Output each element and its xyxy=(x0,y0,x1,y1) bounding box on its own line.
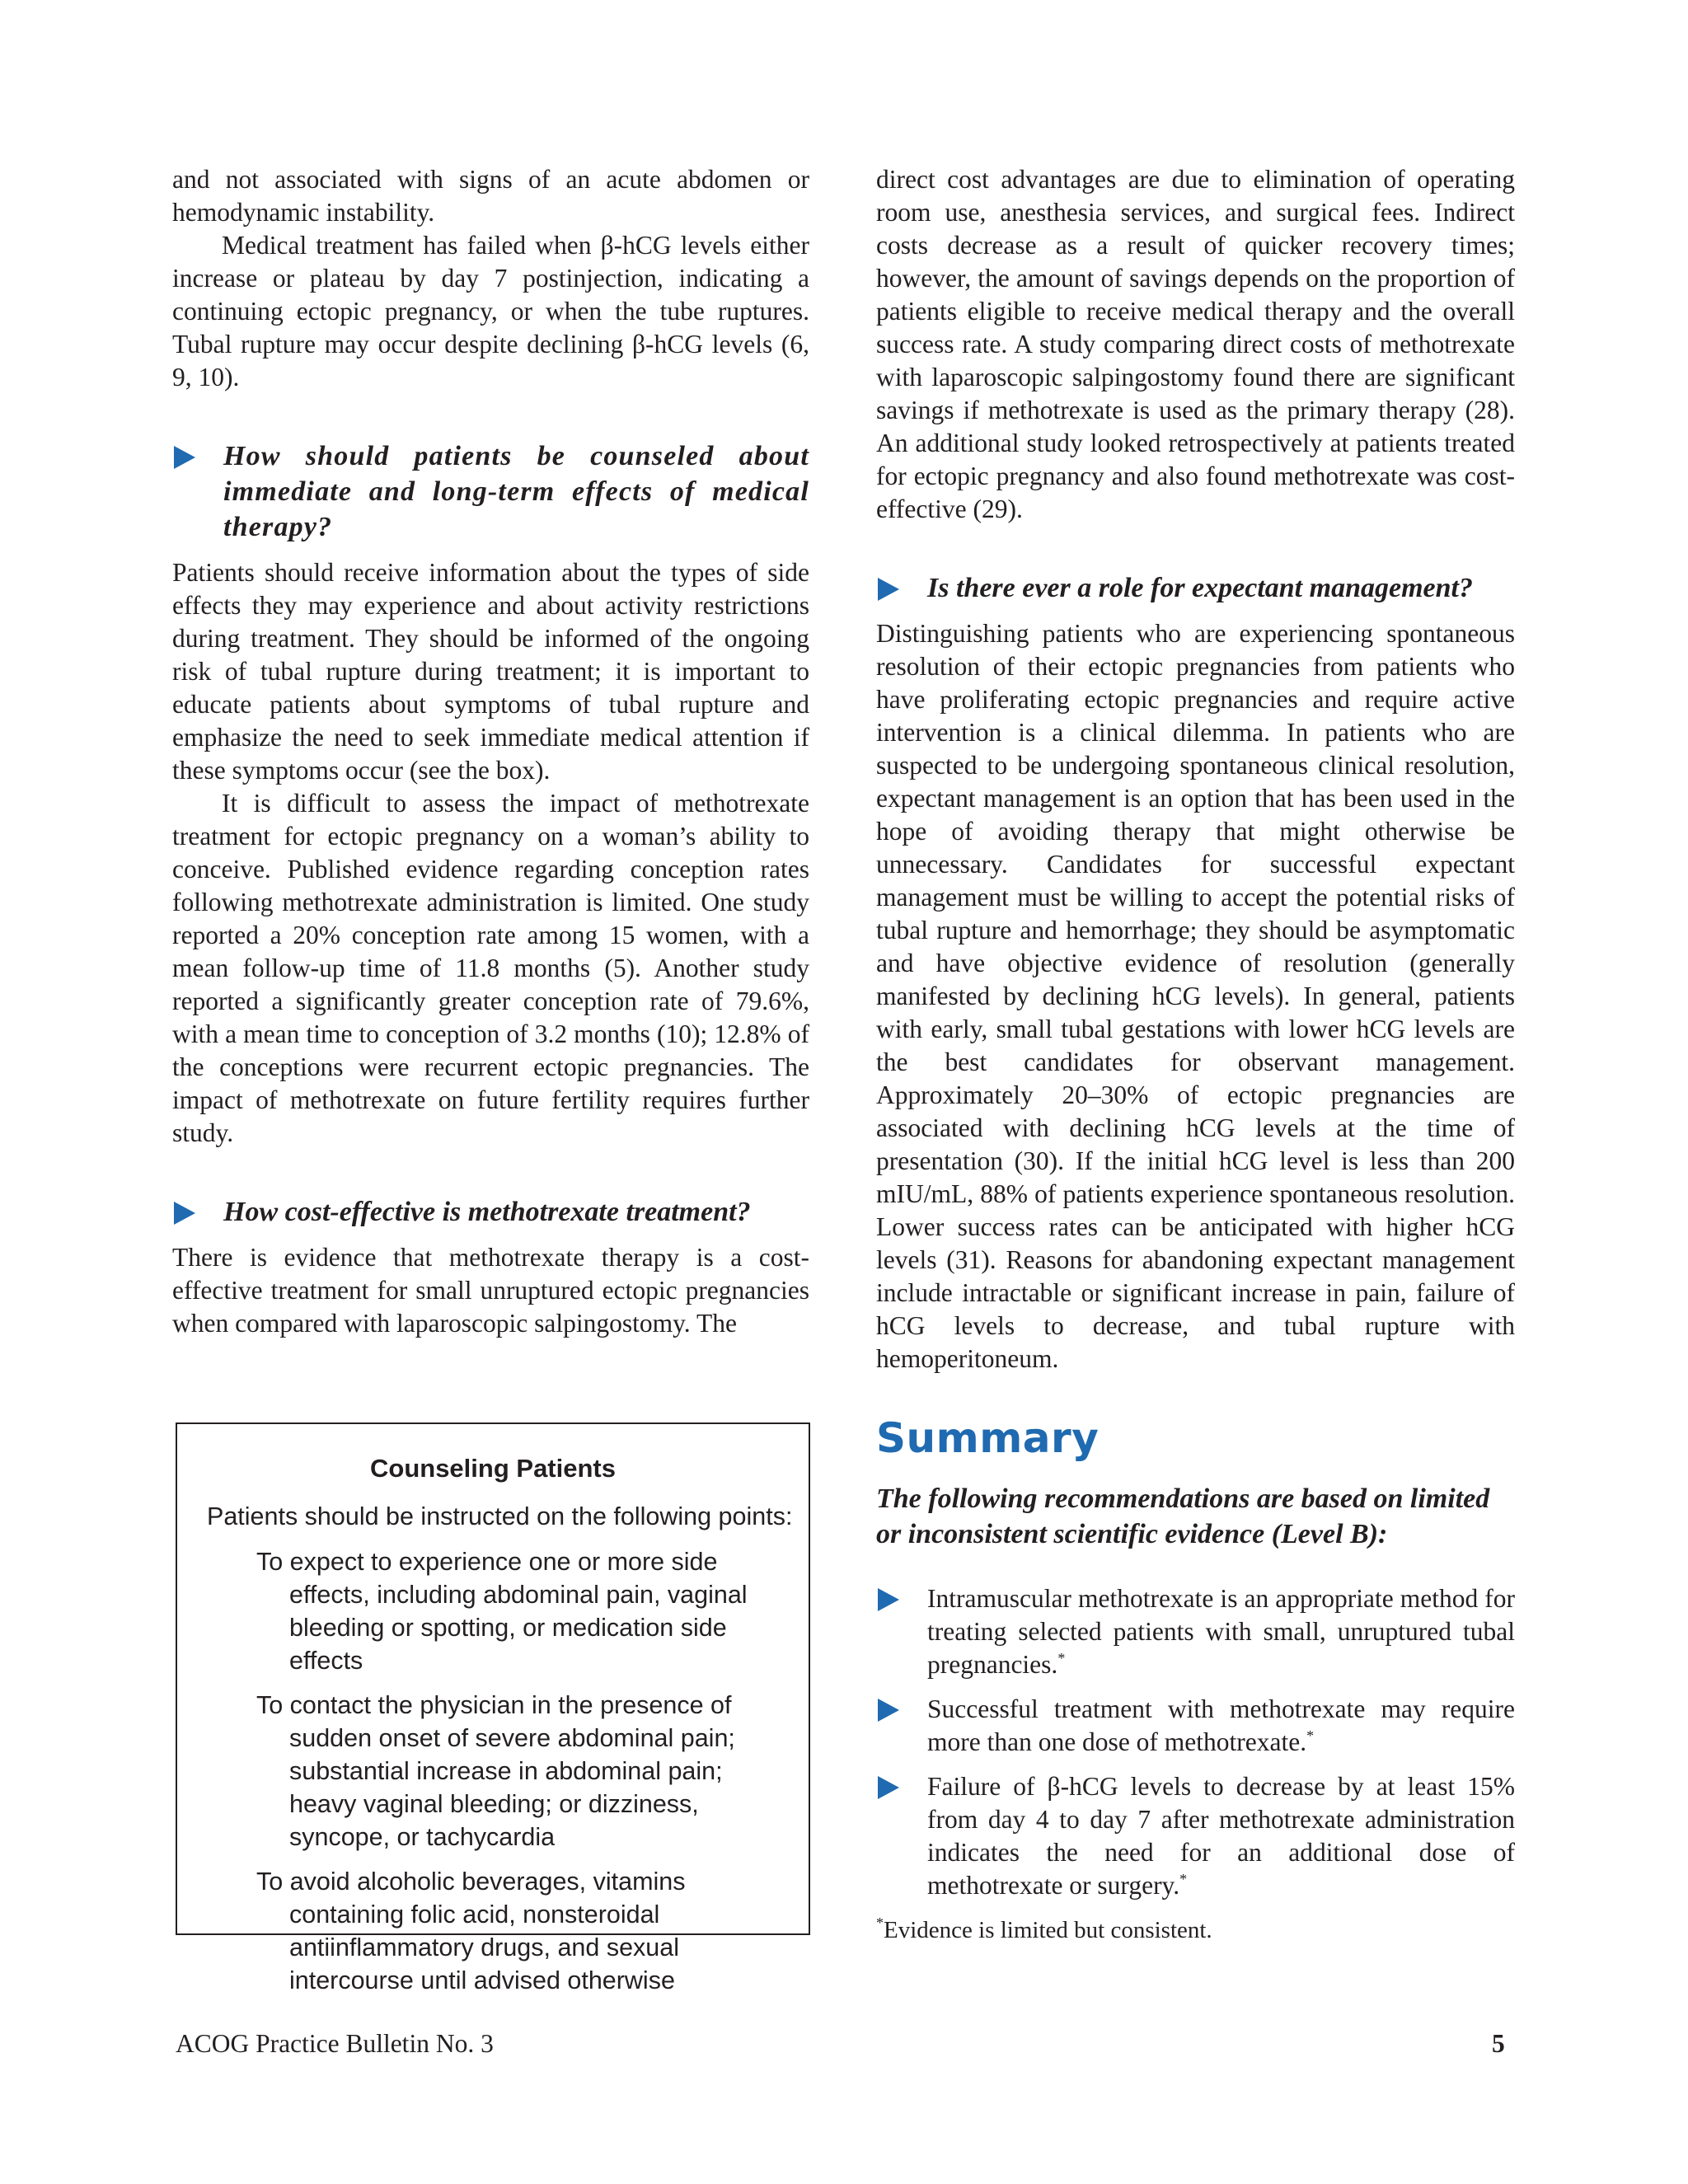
recommendations-list xyxy=(876,1582,1515,1914)
page-number: 5 xyxy=(1492,2029,1505,2058)
question-text: How cost-effective is methotrexate treatment? xyxy=(223,1197,751,1227)
box-list-item: To avoid alcoholic beverages, vitamins containing folic acid, nonsteroidal antiinflammatory drugs, and sexual intercourse until advised otherwise xyxy=(256,1868,686,1994)
triangle-bullet-icon xyxy=(878,1699,899,1722)
triangle-bullet-icon xyxy=(878,1776,899,1799)
question-heading xyxy=(172,438,809,545)
triangle-bullet-icon xyxy=(174,1202,195,1225)
box-list xyxy=(256,1545,784,2008)
asterisk: * xyxy=(1179,1871,1188,1887)
box-list-item: To expect to experience one or more side effects, including abdominal pain, vaginal bleeding or spotting, or medication side effects xyxy=(256,1548,748,1675)
recommendation-item xyxy=(876,1770,1515,1902)
recommendation-text: Failure of β-hCG levels to decrease by at least 15% from day 4 to day 7 after methotrexate administration indicates the need for an additional dose of methotrexate or surgery. xyxy=(927,1772,1515,1900)
question-heading xyxy=(172,1194,809,1230)
recommendation-text: Intramuscular methotrexate is an appropriate method for treating selected patients with small, unruptured tubal pregnancies. xyxy=(927,1584,1515,1679)
recommendation-item xyxy=(876,1582,1515,1681)
question-heading xyxy=(876,570,1515,606)
triangle-bullet-icon xyxy=(878,1588,899,1611)
footnote xyxy=(876,1915,1212,1945)
paragraph: Medical treatment has failed when β-hCG levels either increase or plateau by day 7 postinjection, indicating a continuing ectopic pregnancy, or when the tube ruptures. Tubal rupture may occur despite declining β-hCG levels (6, 9, 10). xyxy=(172,231,809,391)
left-column xyxy=(172,163,809,1340)
footnote-text: Evidence is limited but consistent. xyxy=(884,1917,1212,1943)
summary-heading: Summary xyxy=(876,1414,1100,1462)
box-intro: Patients should be instructed on the following points: xyxy=(207,1502,793,1530)
recommendation-text: Successful treatment with methotrexate may require more than one dose of methotrexate. xyxy=(927,1694,1515,1756)
asterisk: * xyxy=(1306,1727,1315,1744)
question-text: Is there ever a role for expectant management? xyxy=(927,573,1473,603)
triangle-bullet-icon xyxy=(174,446,195,469)
paragraph: direct cost advantages are due to elimination of operating room use, anesthesia services, and surgical fees. Indirect costs decrease as a result of quicker recovery times; however, the amount of savings depends on the proportion of patients eligible to receive medical therapy and the overall success rate. A study comparing direct costs of methotrexate with laparoscopic salpingostomy found there are significant savings if methotrexate is used as the primary therapy (28). An additional study looked retrospectively at patients treated for ectopic pregnancy and also found methotrexate was cost-effective (29). xyxy=(876,165,1515,523)
right-column xyxy=(876,163,1515,1376)
counseling-patients-box xyxy=(176,1422,810,1994)
asterisk: * xyxy=(1057,1650,1066,1666)
box-title: Counseling Patients xyxy=(370,1454,616,1483)
summary-subheading: The following recommendations are based on limited or inconsistent scientific evidence (Level B): xyxy=(876,1483,1490,1549)
footer-title: ACOG Practice Bulletin No. 3 xyxy=(176,2029,494,2058)
box-list-item: To contact the physician in the presence of sudden onset of severe abdominal pain; substantial increase in abdominal pain; heavy vaginal bleeding; or dizziness, syncope, or tachycardia xyxy=(256,1691,735,1851)
triangle-bullet-icon xyxy=(878,578,899,601)
paragraph: It is difficult to assess the impact of methotrexate treatment for ectopic pregnancy on a woman’s ability to conceive. Published evidence regarding conception rates following methotrexate administration is limited. One study reported a 20% conception rate among 15 women, with a mean follow-up time of 11.8 months (5). Another study reported a significantly greater conception rate of 79.6%, with a mean time to conception of 3.2 months (10); 12.8% of the conceptions were recurrent ectopic pregnancies. The impact of methotrexate on future fertility requires further study. xyxy=(172,789,809,1147)
paragraph: Patients should receive information about the types of side effects they may experience and about activity restrictions during treatment. They should be informed of the ongoing risk of tubal rupture during treatment; it is important to educate patients about symptoms of tubal rupture and emphasize the need to seek immediate medical attention if these symptoms occur (see the box). xyxy=(172,558,809,785)
recommendation-item xyxy=(876,1693,1515,1759)
question-text: How should patients be counseled about immediate and long-term effects of medical therapy? xyxy=(223,441,809,542)
paragraph: Distinguishing patients who are experiencing spontaneous resolution of their ectopic pregnancies from patients who have proliferating ectopic pregnancies and require active intervention is a clinical dilemma. In patients who are suspected to be undergoing spontaneous clinical resolution, expectant management is an option that has been used in the hope of avoiding therapy that might otherwise be unnecessary. Candidates for successful expectant management must be willing to accept the potential risks of tubal rupture and hemorrhage; they should be asymptomatic and have objective evidence of resolution (generally manifested by declining hCG levels). In general, patients with early, small tubal gestations with lower hCG levels are the best candidates for observant management. Approximately 20–30% of ectopic pregnancies are associated with declining hCG levels at the time of presentation (30). If the initial hCG level is less than 200 mIU/mL, 88% of patients experience spontaneous resolution. Lower success rates can be anticipated with higher hCG levels (31). Reasons for abandoning expectant management include intractable or significant increase in pain, failure of hCG levels to decrease, and tubal rupture with hemoperitoneum. xyxy=(876,619,1515,1373)
paragraph: There is evidence that methotrexate therapy is a cost-effective treatment for small unruptured ectopic pregnancies when compared with laparoscopic salpingostomy. The xyxy=(172,1243,809,1338)
asterisk: * xyxy=(876,1915,884,1931)
paragraph: and not associated with signs of an acute abdomen or hemodynamic instability. xyxy=(172,165,809,227)
